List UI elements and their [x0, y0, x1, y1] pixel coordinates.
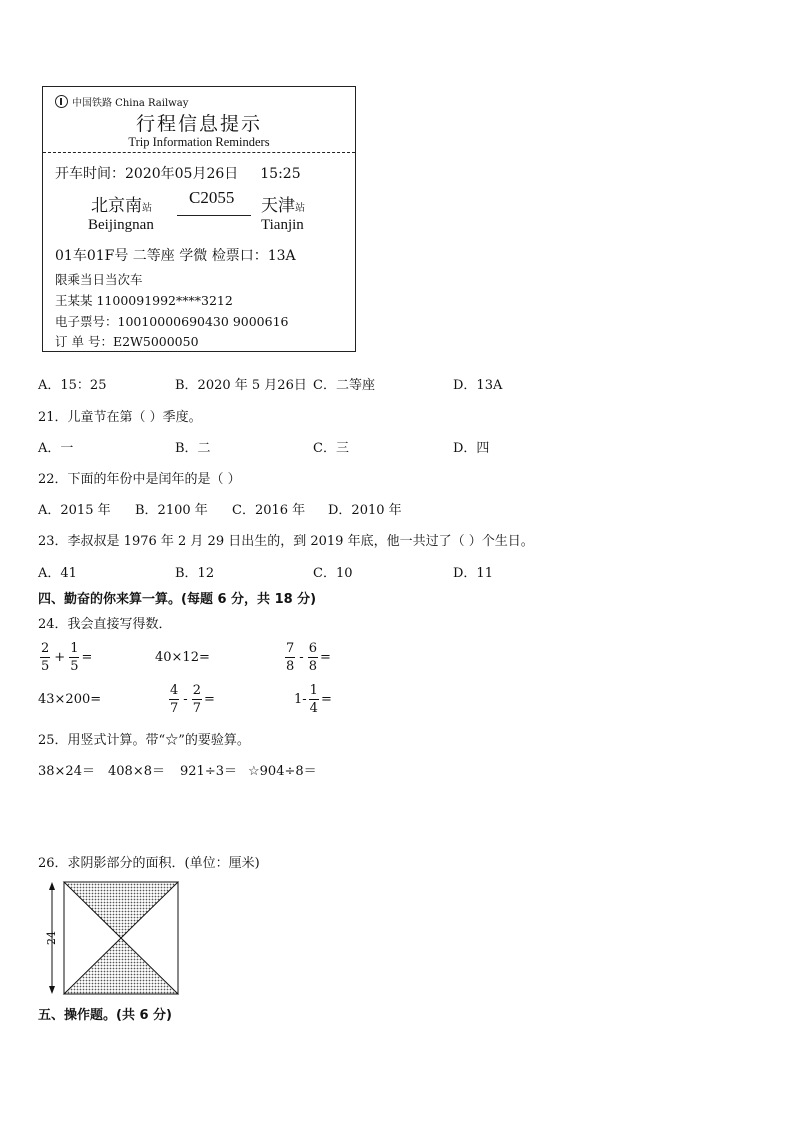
q21-option-c: C．三: [313, 441, 349, 456]
numerator: 4: [170, 683, 179, 698]
dimension-arrow-down-icon: [49, 986, 55, 994]
q22-option-a: A．2015 年: [38, 503, 111, 518]
q24-expr-2: 40×12=: [155, 650, 210, 665]
q24-expr-5: [167, 682, 215, 717]
from-station-suffix: 站: [142, 203, 152, 214]
q21-option-d: D．四: [453, 441, 490, 456]
from-station-en: Beijingnan: [88, 217, 154, 233]
operator: +: [54, 650, 66, 665]
q23-option-b: B．12: [175, 566, 215, 581]
section-5-title: 五、操作题。(共 6 分): [38, 1008, 172, 1023]
departure-date: 2020年05月26日: [125, 166, 239, 182]
equals: =: [320, 692, 332, 707]
ticket-dashed-divider: [43, 152, 355, 153]
prefix: 1-: [294, 692, 307, 707]
departure-label: 开车时间：: [55, 166, 125, 182]
q24-text: 24．我会直接写得数．: [38, 617, 172, 632]
denominator: 8: [286, 659, 295, 674]
ticket-subtitle: Trip Information Reminders: [128, 135, 270, 149]
q25-item-4: ☆904÷8＝: [248, 764, 317, 779]
to-station-en: Tianjin: [261, 217, 304, 233]
train-number: C2055: [189, 188, 235, 207]
q21-text: 21．儿童节在第（ ）季度。: [38, 410, 202, 425]
numerator: 2: [192, 683, 201, 698]
q24-expr-4: 43×200=: [38, 692, 102, 707]
operator: -: [299, 650, 304, 665]
q20-option-b: B．2020 年 5 月26日: [175, 378, 307, 393]
q23-option-a: A．41: [38, 566, 77, 581]
q22-option-b: B．2100 年: [135, 503, 208, 518]
ticket-notice: 限乘当日当次车: [55, 272, 143, 287]
q25-item-3: 921÷3＝: [180, 764, 237, 779]
denominator: 7: [192, 701, 201, 716]
ticket-title: 行程信息提示: [135, 113, 262, 135]
rail-label: 中国铁路 China Railway: [72, 98, 189, 109]
q21-option-a: A．一: [38, 441, 74, 456]
to-station-suffix: 站: [295, 203, 305, 214]
from-station-name: 北京南: [91, 196, 142, 216]
train-underline: [177, 215, 251, 216]
rail-header: [55, 94, 188, 109]
from-station: [91, 191, 152, 216]
denominator: 5: [41, 659, 50, 674]
numerator: 6: [308, 641, 317, 656]
q21-option-b: B．二: [175, 441, 211, 456]
shaded-area-figure: [40, 880, 182, 998]
q26-text: 26．求阴影部分的面积．(单位：厘米): [38, 856, 260, 871]
to-station-name: 天津: [261, 196, 295, 216]
dimension-arrow-up-icon: [49, 882, 55, 890]
section-4-title: 四、勤奋的你来算一算。(每题 6 分，共 18 分): [38, 592, 317, 607]
china-railway-logo-icon: [55, 95, 68, 108]
eticket-number: 电子票号：10010000690430 9000616: [55, 314, 289, 329]
equals: =: [203, 692, 215, 707]
denominator: 8: [308, 659, 317, 674]
q20-option-c: C．二等座: [313, 378, 375, 393]
departure-row: [55, 163, 301, 183]
q22-option-d: D．2010 年: [328, 503, 402, 518]
q22-text: 22．下面的年份中是闰年的是（ ）: [38, 472, 241, 487]
order-number: 订 单 号：E2W5000050: [55, 334, 199, 349]
q23-text: 23．李叔叔是 1976 年 2 月 29 日出生的，到 2019 年底，他一共过了（ ）个生日。: [38, 534, 534, 549]
numerator: 2: [41, 641, 50, 656]
numerator: 7: [286, 641, 295, 656]
q20-option-a: A．15：25: [38, 378, 107, 393]
q22-option-c: C．2016 年: [232, 503, 306, 518]
q25-item-2: 408×8＝: [108, 764, 165, 779]
train-ticket-image: [42, 86, 356, 352]
q24-expr-1: [38, 640, 92, 675]
q24-expr-6: [294, 682, 332, 717]
equals: =: [319, 650, 331, 665]
denominator: 7: [170, 701, 179, 716]
seat-info: 01车01F号 二等座 学微 检票口：13A: [55, 248, 296, 264]
q23-option-d: D．11: [453, 566, 493, 581]
denominator: 5: [70, 659, 79, 674]
passenger-id: 王某某 1100091992****3212: [55, 293, 233, 308]
numerator: 1: [309, 683, 318, 698]
q23-option-c: C．10: [313, 566, 353, 581]
equals: =: [81, 650, 93, 665]
dimension-label: 24: [45, 931, 58, 945]
denominator: 4: [309, 701, 318, 716]
numerator: 1: [70, 641, 79, 656]
q25-item-1: 38×24＝: [38, 764, 95, 779]
q24-expr-3: [283, 640, 331, 675]
q25-text: 25．用竖式计算。带“☆”的要验算。: [38, 733, 250, 748]
departure-time: 15:25: [260, 166, 301, 182]
q20-option-d: D．13A: [453, 378, 503, 393]
to-station: [261, 191, 305, 216]
operator: -: [183, 692, 188, 707]
